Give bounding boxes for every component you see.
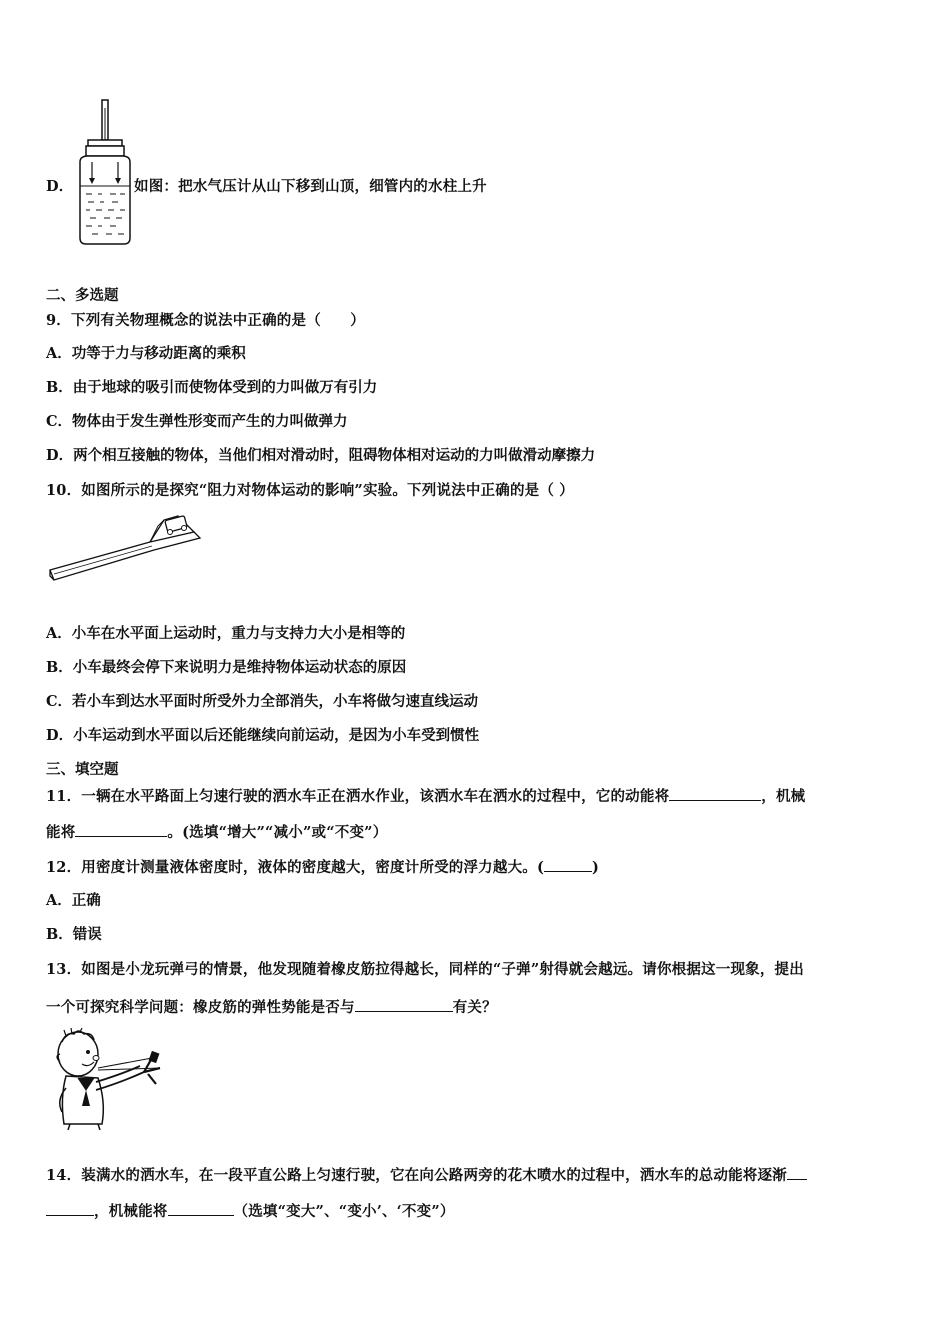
q12-stem-end: ): [592, 859, 600, 876]
q13-line1: 13．如图是小龙玩弹弓的情景，他发现随着橡皮筋拉得越长，同样的“子弹”射得就会越远。请你根据这一现象，提出: [46, 961, 804, 978]
barometer-figure: [70, 98, 140, 246]
q14-blank-1a: [787, 1165, 807, 1180]
q10-option-d: D．小车运动到水平面以后还能继续向前运动，是因为小车受到惯性: [46, 727, 480, 744]
section-title-multiple-choice: 二、多选题: [46, 287, 119, 304]
q9-option-c: C．物体由于发生弹性形变而产生的力叫做弹力: [46, 413, 348, 430]
q13-line2-end: 有关？: [452, 999, 497, 1016]
q9-option-b: B．由于地球的吸引而使物体受到的力叫做万有引力: [46, 379, 378, 396]
q14-line2-mid: ，机械能将: [94, 1203, 168, 1220]
q12-stem: [46, 857, 599, 878]
q11-blank-1: [669, 786, 761, 801]
q11-line2-start: 能将: [46, 824, 76, 841]
q12-blank: [544, 857, 592, 872]
q11-line1-end: ，机械: [761, 788, 806, 805]
q14-blank-2: [168, 1201, 234, 1216]
q14-line1: [46, 1165, 807, 1186]
q11-line2-end: 。(选填“增大”“减小”或“不变”）: [167, 824, 388, 841]
q13-line2-start: 一个可探究科学问题：橡皮筋的弹性势能是否与: [46, 999, 355, 1016]
q10-option-c: C．若小车到达水平面时所受外力全部消失，小车将做匀速直线运动: [46, 693, 479, 710]
q11-line1: [46, 786, 805, 807]
q11-line2: [46, 822, 387, 843]
q13-blank: [355, 997, 453, 1012]
q12-option-a: A．正确: [46, 892, 101, 909]
q9-stem: 9．下列有关物理概念的说法中正确的是（ ）: [46, 312, 365, 329]
q9-option-a: A．功等于力与移动距离的乘积: [46, 345, 246, 362]
q14-line2-end: （选填“变大”、“变小’、‘不变”）: [233, 1203, 455, 1220]
q14-line2: [46, 1201, 455, 1222]
q10-stem: 10．如图所示的是探究“阻力对物体运动的影响”实验。下列说法中正确的是（ ）: [46, 482, 575, 499]
slingshot-boy-figure: [52, 1028, 168, 1132]
q12-option-b: B．错误: [46, 926, 102, 943]
q12-stem-start: 12．用密度计测量液体密度时，液体的密度越大，密度计所受的浮力越大。(: [46, 859, 545, 876]
section-title-fill-in: 三、填空题: [46, 761, 119, 778]
q10-option-b: B．小车最终会停下来说明力是维持物体运动状态的原因: [46, 659, 407, 676]
q14-blank-1b: [46, 1201, 94, 1216]
q11-line1-text: 11．一辆在水平路面上匀速行驶的洒水车正在洒水作业，该洒水车在洒水的过程中，它的动能将: [46, 788, 670, 805]
q14-line1-text: 14．装满水的洒水车，在一段平直公路上匀速行驶，它在向公路两旁的花木喷水的过程中，洒水车的总动能将逐渐: [46, 1167, 787, 1184]
q8-option-d-letter: D．: [46, 178, 74, 195]
q9-option-d: D．两个相互接触的物体，当他们相对滑动时，阻碍物体相对运动的力叫做滑动摩擦力: [46, 447, 596, 464]
q13-line2: [46, 997, 497, 1018]
q8-option-d-text: 如图：把水气压计从山下移到山顶，细管内的水柱上升: [134, 178, 487, 195]
ramp-cart-figure: [46, 512, 206, 588]
q10-option-a: A．小车在水平面上运动时，重力与支持力大小是相等的: [46, 625, 406, 642]
q11-blank-2: [75, 822, 167, 837]
